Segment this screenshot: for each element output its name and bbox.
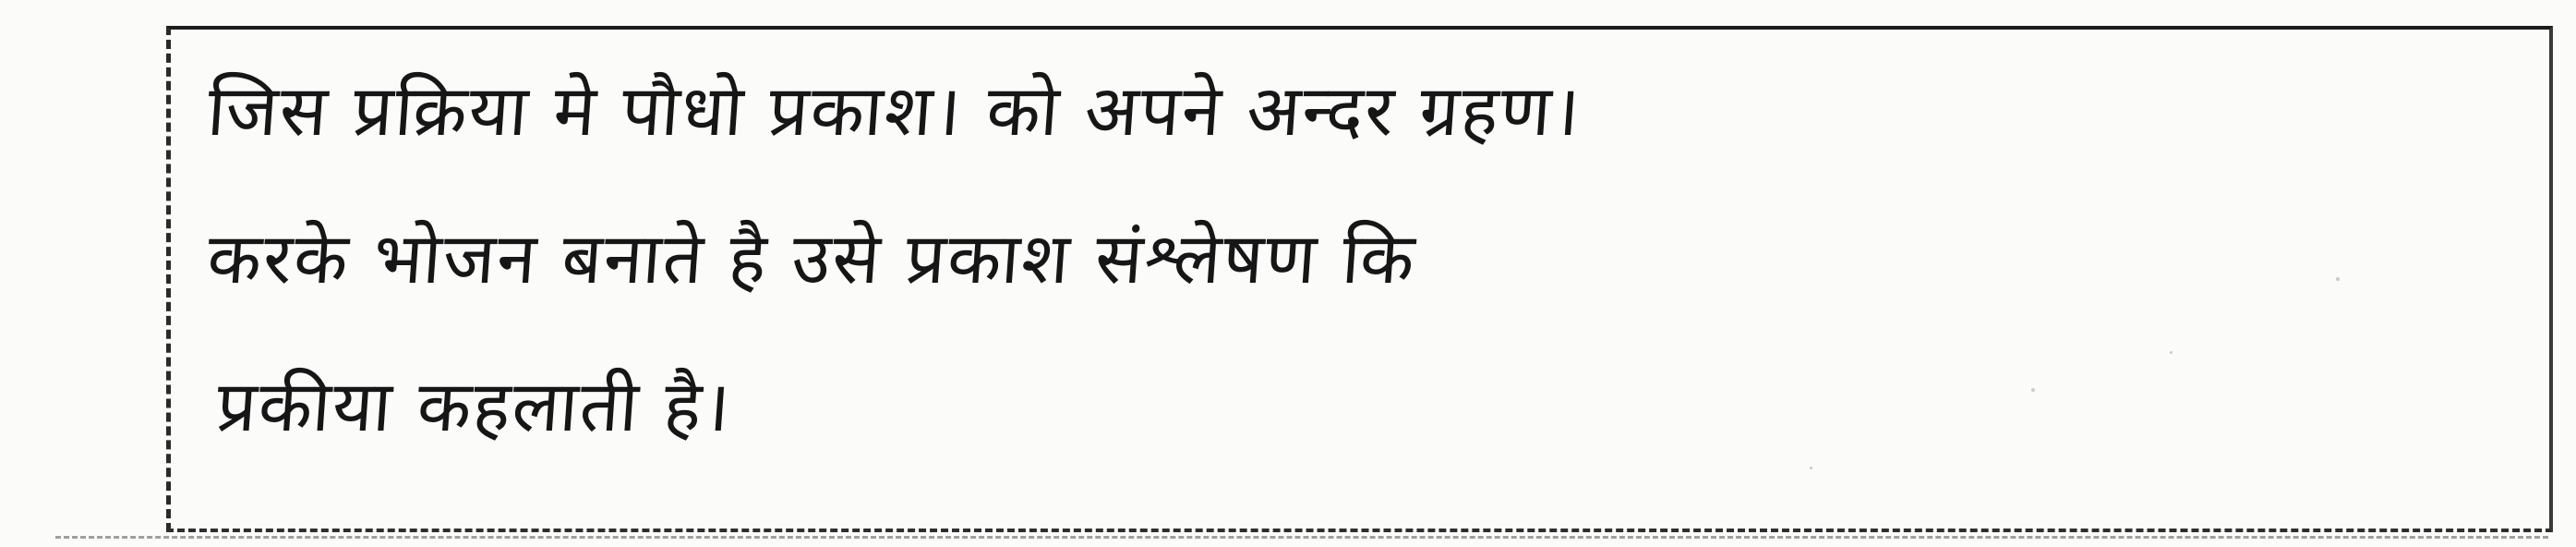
handwritten-line-1: जिस प्रक्रिया मे पौधो प्रकाश। को अपने अन्दर ग्रहण।: [204, 69, 1584, 152]
handwritten-answer: [204, 37, 2498, 480]
handwritten-line-3: प्रकीया कहलाती है।: [213, 365, 735, 447]
torn-edge-dashes: [55, 536, 2548, 539]
handwritten-line-2: करके भोजन बनाते है उसे प्रकाश संश्लेषण कि: [204, 217, 1419, 299]
